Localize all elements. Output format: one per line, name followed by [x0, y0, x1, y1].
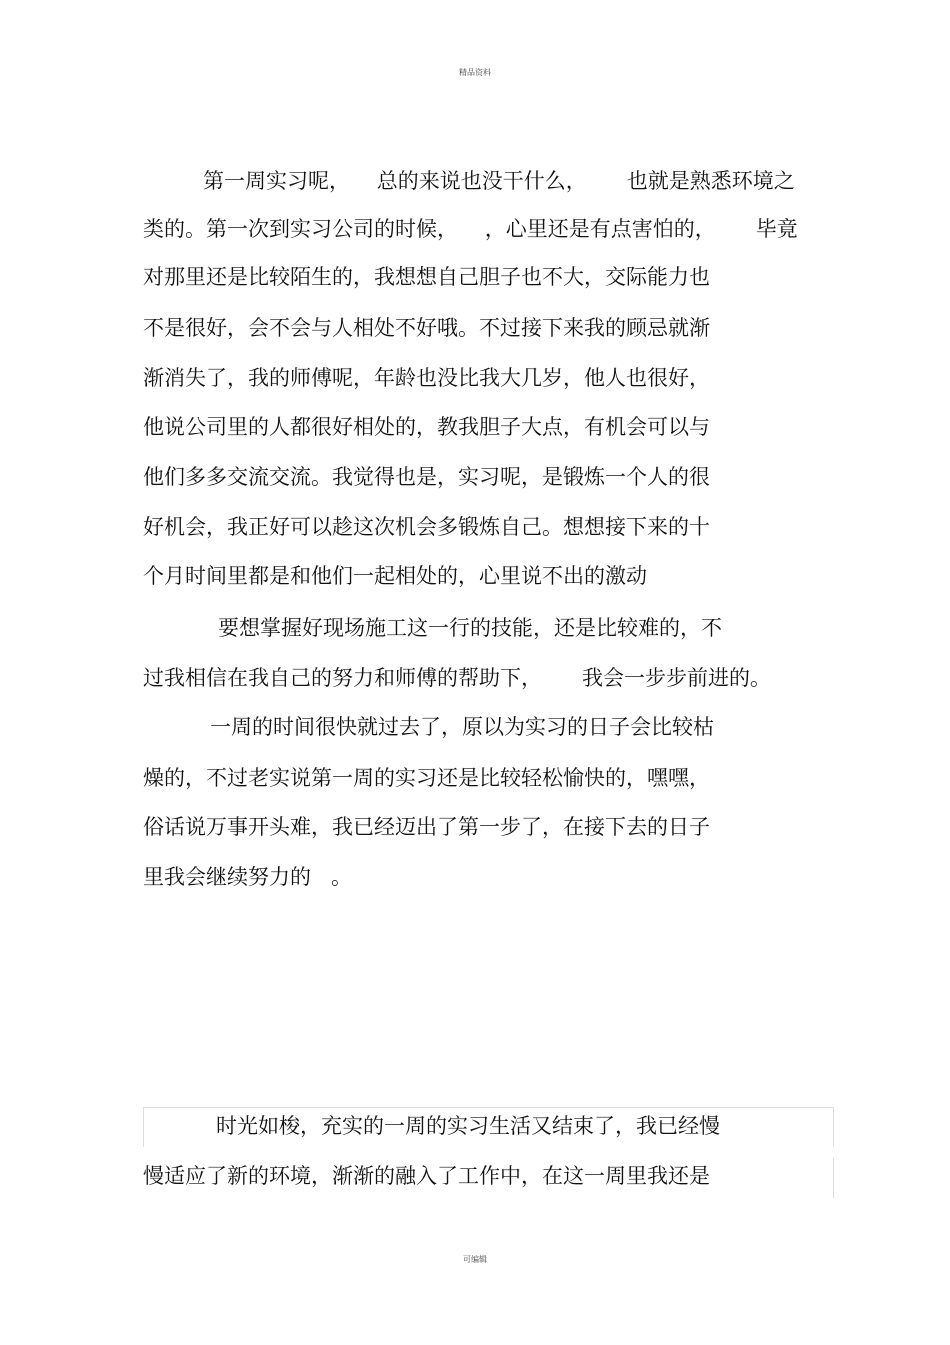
- page-footer: 可编辑: [463, 1255, 487, 1264]
- text-line: 好机会，我正好可以趁这次机会多锻炼自己。想想接下来的十: [143, 515, 710, 539]
- text-line: 他说公司里的人都很好相处的，教我胆子大点，有机会可以与: [143, 415, 710, 439]
- text-line: 不是很好，会不会与人相处不好哦。不过接下来我的顾忌就渐: [143, 316, 710, 340]
- text-line: 类的。第一次到实习公司的时候， ，心里还是有点害怕的， 毕竟: [143, 217, 798, 241]
- text-line: 里我会继续努力的 。: [143, 865, 353, 889]
- text-line: 要想掌握好现场施工这一行的技能，还是比较难的，不: [218, 616, 722, 640]
- text-line: 他们多多交流交流。我觉得也是，实习呢，是锻炼一个人的很: [143, 465, 710, 489]
- text-line: 过我相信在我自己的努力和师傅的帮助下， 我会一步步前进的。: [143, 666, 772, 690]
- text-line: 一周的时间很快就过去了，原以为实习的日子会比较枯: [210, 715, 714, 739]
- text-line: 时光如梭，充实的一周的实习生活又结束了，我已经慢: [216, 1114, 720, 1138]
- text-line: 渐消失了，我的师傅呢，年龄也没比我大几岁，他人也很好，: [143, 366, 710, 390]
- text-line: 燥的，不过老实说第一周的实习还是比较轻松愉快的，嘿嘿，: [143, 766, 710, 790]
- text-line: 对那里还是比较陌生的，我想想自己胆子也不大，交际能力也: [143, 265, 710, 289]
- frame-border-right: [833, 1158, 834, 1198]
- text-line: 第一周实习呢， 总的来说也没干什么， 也就是熟悉环境之: [203, 169, 795, 193]
- text-line: 个月时间里都是和他们一起相处的，心里说不出的激动: [143, 564, 647, 588]
- text-line: 俗话说万事开头难，我已经迈出了第一步了，在接下去的日子: [143, 815, 710, 839]
- frame-border-top: [143, 1107, 834, 1108]
- text-line: 慢适应了新的环境，渐渐的融入了工作中，在这一周里我还是: [143, 1164, 710, 1188]
- page-header: 精品资料: [459, 68, 491, 77]
- frame-border-right: [833, 1107, 834, 1147]
- frame-border-left: [143, 1107, 144, 1147]
